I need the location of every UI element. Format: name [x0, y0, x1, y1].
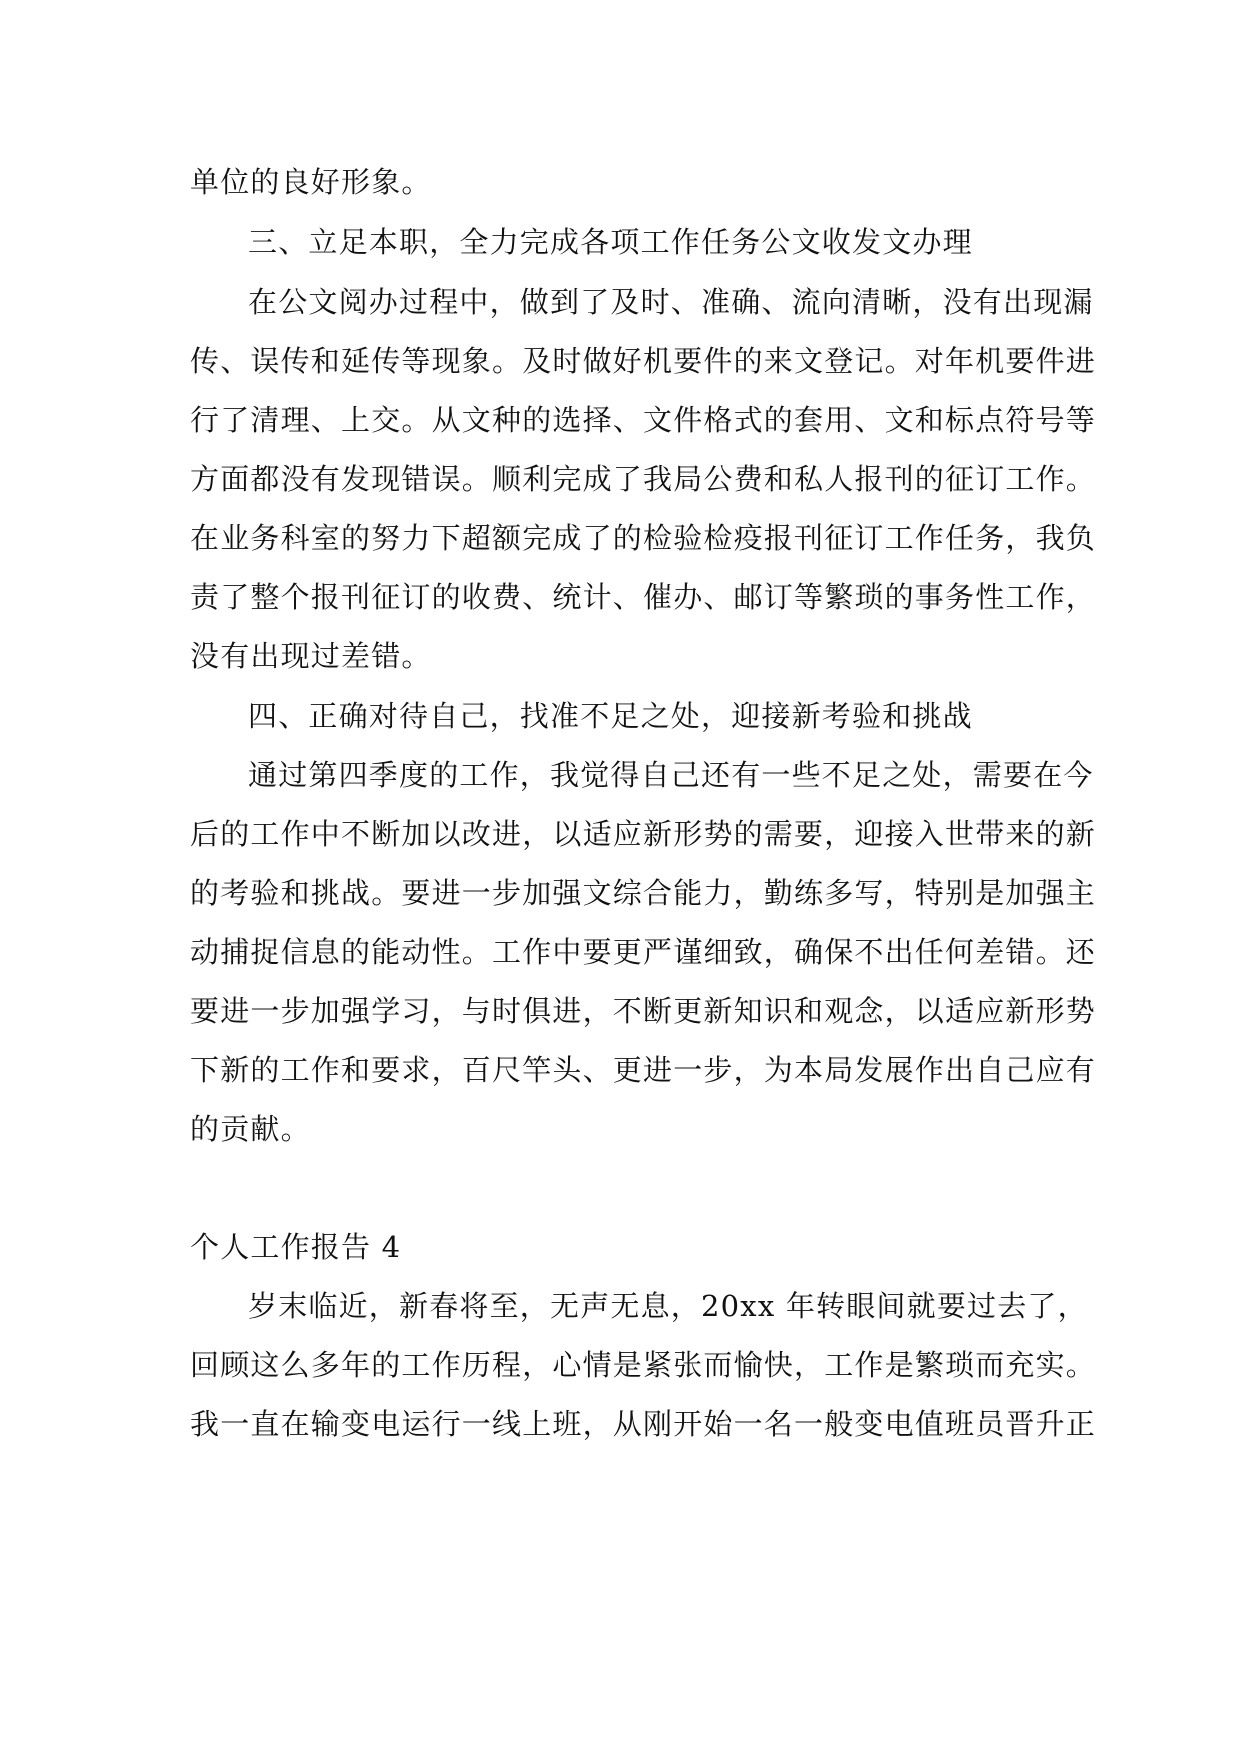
paragraph-line: 通过第四季度的工作，我觉得自己还有一些不足之处，需要在今	[248, 758, 1094, 792]
paragraph-line: 在业务科室的努力下超额完成了的检验检疫报刊征订工作任务，我负	[190, 521, 1097, 555]
paragraph-line: 责了整个报刊征订的收费、统计、催办、邮订等繁琐的事务性工作，	[190, 580, 1097, 614]
paragraph-line: 方面都没有发现错误。顺利完成了我局公费和私人报刊的征订工作。	[190, 462, 1097, 496]
paragraph-line: 的考验和挑战。要进一步加强文综合能力，勤练多写，特别是加强主	[190, 876, 1097, 910]
paragraph-line: 要进一步加强学习，与时俱进，不断更新知识和观念，以适应新形势	[190, 994, 1097, 1028]
paragraph-line: 没有出现过差错。	[190, 639, 432, 673]
section-heading: 三、立足本职，全力完成各项工作任务公文收发文办理	[248, 225, 973, 259]
paragraph-line: 行了清理、上交。从文种的选择、文件格式的套用、文和标点符号等	[190, 403, 1097, 437]
paragraph-line: 传、误传和延传等现象。及时做好机要件的来文登记。对年机要件进	[190, 344, 1097, 378]
section-heading: 四、正确对待自己，找准不足之处，迎接新考验和挑战	[248, 699, 973, 733]
paragraph-line: 回顾这么多年的工作历程，心情是紧张而愉快，工作是繁琐而充实。	[190, 1348, 1097, 1382]
paragraph-line: 岁末临近，新春将至，无声无息，20xx 年转眼间就要过去了，	[248, 1289, 1088, 1323]
paragraph-line: 我一直在输变电运行一线上班，从刚开始一名一般变电值班员晋升正	[190, 1407, 1097, 1441]
paragraph-line: 的贡献。	[190, 1112, 311, 1146]
paragraph-line: 下新的工作和要求，百尺竿头、更进一步，为本局发展作出自己应有	[190, 1053, 1097, 1087]
paragraph-line: 在公文阅办过程中，做到了及时、准确、流向清晰，没有出现漏	[248, 285, 1094, 319]
report-title: 个人工作报告 4	[190, 1230, 402, 1264]
paragraph-line: 动捕捉信息的能动性。工作中要更严谨细致，确保不出任何差错。还	[190, 935, 1097, 969]
paragraph-line: 单位的良好形象。	[190, 165, 432, 199]
paragraph-line: 后的工作中不断加以改进，以适应新形势的需要，迎接入世带来的新	[190, 817, 1097, 851]
